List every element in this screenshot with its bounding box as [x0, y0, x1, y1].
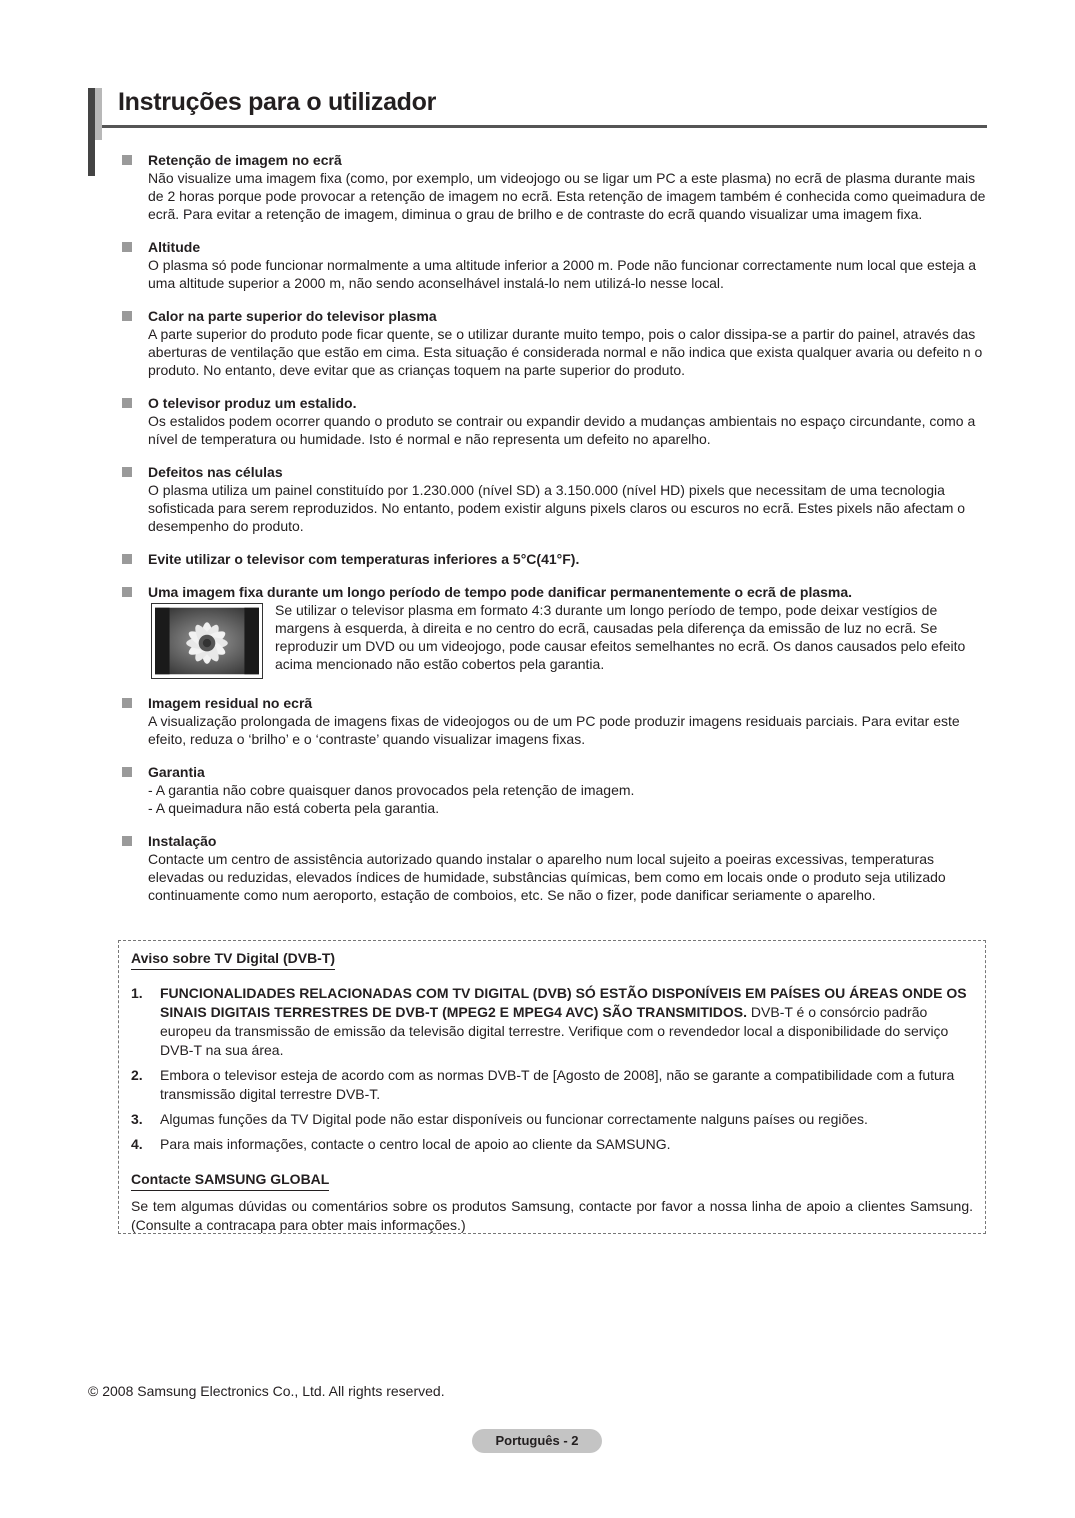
item-text: DVB-T é o consórcio padrão europeu da transmissão de emissão da televisão digital terrestre. Verifique com o revendedor local a disponibilidade do serviço DVB-T na sua área.	[160, 1004, 949, 1058]
section-body: O plasma utiliza um painel constituído por 1.230.000 (nível SD) a 3.150.000 (nível HD) pixels que necessitam de uma tecnologia sofisticada para serem reproduzidos. No entanto, podem existir alguns pixels claros ou escuros no ecrã. Estes pixels não afectam o desempenho do produto.	[148, 482, 966, 534]
section-title: Evite utilizar o televisor com temperaturas inferiores a 5°C(41°F).	[148, 551, 580, 567]
header-accent-bar-dark	[88, 88, 95, 176]
section-body: Contacte um centro de assistência autorizado quando instalar o aparelho num local sujeito a poeiras excessivas, temperaturas elevadas ou reduzidas, elevados índices de humidade, substâncias químicas, bem como em locais onde o produto seja utilizado continuamente como num aeroporto, estação de comboios, etc. Se não o fizer, pode danificar seriamente o aparelho.	[148, 851, 946, 903]
item-number: 4.	[131, 1136, 143, 1152]
page-number-badge: Português - 2	[472, 1429, 602, 1453]
square-bullet-icon	[122, 155, 132, 165]
section-body: A parte superior do produto pode ficar quente, se o utilizar durante muito tempo, pois o calor dissipa-se a partir do painel, através das aberturas de ventilação que estão em cima. Esta situação é considerada normal e não indica que exista qualquer avaria ou defeito n o produto. No entanto, deve evitar que as crianças toquem na parte superior do produto.	[148, 326, 983, 378]
section-cracking-noise	[118, 394, 988, 448]
section-body: Não visualize uma imagem fixa (como, por exemplo, um videojogo ou se ligar um PC a este plasma) no ecrã de plasma durante mais de 2 horas porque pode provocar a retenção de imagem no ecrã. Esta retenção de imagem também é conhecida como queimadura de ecrã. Para evitar a retenção de imagem, diminua o grau de brilho e de contraste do ecrã quando visualizar uma imagem fixa.	[148, 170, 986, 222]
flower-photo-thumbnail	[151, 603, 263, 679]
contact-heading: Contacte SAMSUNG GLOBAL	[131, 1170, 329, 1191]
contact-body: Se tem algumas dúvidas ou comentários sobre os produtos Samsung, contacte por favor a nossa linha de apoio a clientes Samsung. (Consulte a contracapa para obter mais informações.)	[131, 1198, 973, 1233]
item-number: 1.	[131, 985, 143, 1001]
square-bullet-icon	[122, 836, 132, 846]
section-low-temperature	[118, 550, 988, 568]
section-heat	[118, 307, 988, 379]
square-bullet-icon	[122, 242, 132, 252]
section-residual-image	[118, 694, 988, 748]
instructions-list	[118, 151, 988, 919]
notice-list	[131, 984, 973, 1154]
section-title: Instalação	[148, 833, 217, 849]
flower-photo-icon	[155, 607, 259, 675]
section-body: A visualização prolongada de imagens fixas de videojogos ou de um PC pode produzir imagens residuais parciais. Para evitar este efeito, reduza o ‘brilho’ e o ‘contraste’ quando visualizar imagens fixas.	[148, 713, 960, 747]
item-text: Embora o televisor esteja de acordo com as normas DVB-T de [Agosto de 2008], não se garante a compatibilidade com a futura transmissão digital terrestre DVB-T.	[160, 1067, 955, 1102]
square-bullet-icon	[122, 398, 132, 408]
header-accent-bar-light	[95, 88, 102, 140]
section-still-image-damage	[118, 583, 988, 679]
square-bullet-icon	[122, 311, 132, 321]
notice-item	[131, 984, 973, 1060]
section-body: Os estalidos podem ocorrer quando o produto se contrair ou expandir devido a mudanças ambientais no espaço circundante, como a nível de temperatura ou humidade. Isto é normal e não representa um defeito no aparelho.	[148, 413, 976, 447]
section-title: O televisor produz um estalido.	[148, 395, 357, 411]
section-title: Uma imagem fixa durante um longo período de tempo pode danificar permanentemente o ecrã de plasma.	[148, 584, 853, 600]
square-bullet-icon	[122, 467, 132, 477]
section-body: O plasma só pode funcionar normalmente a uma altitude inferior a 2000 m. Pode não funcionar correctamente num local que esteja a uma altitude superior a 2000 m, não sendo aconselhável instalá-lo nem utilizá-lo nesse local.	[148, 257, 977, 291]
notice-item	[131, 1066, 973, 1104]
square-bullet-icon	[122, 554, 132, 564]
image-and-text	[148, 601, 988, 679]
section-title: Retenção de imagem no ecrã	[148, 152, 342, 168]
copyright-notice: © 2008 Samsung Electronics Co., Ltd. All rights reserved.	[88, 1383, 445, 1399]
notice-item	[131, 1110, 973, 1129]
section-title: Garantia	[148, 764, 205, 780]
notice-heading: Aviso sobre TV Digital (DVB-T)	[131, 949, 335, 970]
section-warranty	[118, 763, 988, 817]
section-body: Se utilizar o televisor plasma em formato 4:3 durante um longo período de tempo, pode deixar vestígios de margens à esquerda, à direita e no centro do ecrã, causadas pela diferença da emissão de luz no ecrã. Se reproduzir um DVD ou um videojogo, pode causar efeitos semelhantes no ecrã. Os danos causados pelo efeito acima mencionado não estão cobertos pela garantia.	[275, 602, 966, 672]
item-number: 3.	[131, 1111, 143, 1127]
item-number: 2.	[131, 1067, 143, 1083]
title-divider	[102, 125, 987, 128]
section-title: Defeitos nas células	[148, 464, 283, 480]
section-image-retention	[118, 151, 988, 223]
item-text: Algumas funções da TV Digital pode não estar disponíveis ou funcionar correctamente nalguns países ou regiões.	[160, 1111, 868, 1127]
section-title: Altitude	[148, 239, 201, 255]
page-title: Instruções para o utilizador	[118, 88, 437, 116]
item-bold-text: FUNCIONALIDADES RELACIONADAS COM TV DIGITAL (DVB) SÓ ESTÃO DISPONÍVEIS EM PAÍSES OU ÁREAS ONDE OS SINAIS DIGITAIS TERRESTRES DE DVB-T (MPEG2 E MPEG4 AVC) SÃO TRANSMITIDOS.	[160, 985, 967, 1020]
section-installation	[118, 832, 988, 904]
square-bullet-icon	[122, 587, 132, 597]
section-cell-defects	[118, 463, 988, 535]
section-title: Imagem residual no ecrã	[148, 695, 313, 711]
section-body: - A garantia não cobre quaisquer danos provocados pela retenção de imagem. - A queimadura não está coberta pela garantia.	[148, 782, 635, 816]
section-altitude	[118, 238, 988, 292]
square-bullet-icon	[122, 698, 132, 708]
dvb-t-notice-box	[118, 940, 986, 1234]
section-title: Calor na parte superior do televisor plasma	[148, 308, 437, 324]
square-bullet-icon	[122, 767, 132, 777]
item-text: Para mais informações, contacte o centro local de apoio ao cliente da SAMSUNG.	[160, 1136, 671, 1152]
notice-item	[131, 1135, 973, 1154]
